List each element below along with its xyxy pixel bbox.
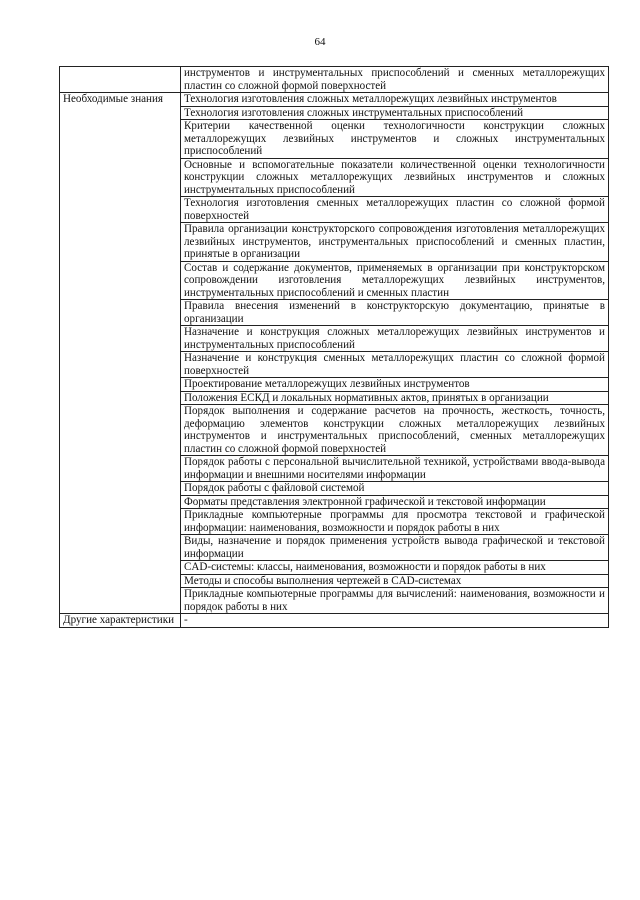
continuation-cell: инструментов и инструментальных приспособлений и сменных металлорежущих пластин со сложной формой поверхностей — [181, 67, 609, 93]
knowledge-item: Правила внесения изменений в конструкторскую документацию, принятые в организации — [181, 300, 609, 326]
knowledge-item: Критерии качественной оценки технологичности конструкции сложных металлорежущих лезвийных инструментов и сложных инструментальных приспособлений — [181, 120, 609, 159]
empty-label-cell — [60, 67, 181, 93]
knowledge-item: Проектирование металлорежущих лезвийных инструментов — [181, 378, 609, 392]
knowledge-item: Положения ЕСКД и локальных нормативных актов, принятых в организации — [181, 391, 609, 405]
knowledge-item: Методы и способы выполнения чертежей в CAD-системах — [181, 574, 609, 588]
knowledge-item: Форматы представления электронной графической и текстовой информации — [181, 495, 609, 509]
knowledge-item: Правила организации конструкторского сопровождения изготовления металлорежущих лезвийных инструментов, инструментальных приспособлений и сменных пластин, принятые в организации — [181, 223, 609, 262]
knowledge-item: Виды, назначение и порядок применения устройств вывода графической и текстовой информации — [181, 535, 609, 561]
knowledge-item: Прикладные компьютерные программы для вычислений: наименования, возможности и порядок работы в них — [181, 588, 609, 614]
knowledge-item: Назначение и конструкция сложных металлорежущих лезвийных инструментов и инструментальных приспособлений — [181, 326, 609, 352]
knowledge-item: Технология изготовления сложных металлорежущих лезвийных инструментов — [181, 93, 609, 107]
other-characteristics-label: Другие характеристики — [60, 614, 181, 628]
competency-table — [59, 66, 609, 628]
table-row — [60, 67, 609, 93]
knowledge-item: Назначение и конструкция сменных металлорежущих пластин со сложной формой поверхностей — [181, 352, 609, 378]
page-number: 64 — [314, 36, 326, 48]
knowledge-item: Порядок работы с файловой системой — [181, 482, 609, 496]
table-row — [60, 614, 609, 628]
knowledge-item: Основные и вспомогательные показатели количественной оценки технологичности конструкции сложных металлорежущих лезвийных инструментов и сложных инструментальных приспособлений — [181, 158, 609, 197]
table-row — [60, 93, 609, 107]
knowledge-label: Необходимые знания — [60, 93, 181, 614]
knowledge-item: Технология изготовления сменных металлорежущих пластин со сложной формой поверхностей — [181, 197, 609, 223]
other-characteristics-value: - — [181, 614, 609, 628]
knowledge-item: CAD-системы: классы, наименования, возможности и порядок работы в них — [181, 561, 609, 575]
knowledge-item: Порядок работы с персональной вычислительной техникой, устройствами ввода-вывода информации и внешними носителями информации — [181, 456, 609, 482]
knowledge-item: Порядок выполнения и содержание расчетов на прочность, жесткость, точность, деформацию элементов конструкции сложных металлорежущих лезвийных инструментов и инструментальных приспособлений, сменных металлорежущих пластин со сложной формой поверхностей — [181, 405, 609, 456]
knowledge-item: Состав и содержание документов, применяемых в организации при конструкторском сопровождении изготовления металлорежущих лезвийных инструментов, инструментальных приспособлений и сменных пластин — [181, 261, 609, 300]
knowledge-item: Прикладные компьютерные программы для просмотра текстовой и графической информации: наименования, возможности и порядок работы в них — [181, 509, 609, 535]
knowledge-item: Технология изготовления сложных инструментальных приспособлений — [181, 106, 609, 120]
